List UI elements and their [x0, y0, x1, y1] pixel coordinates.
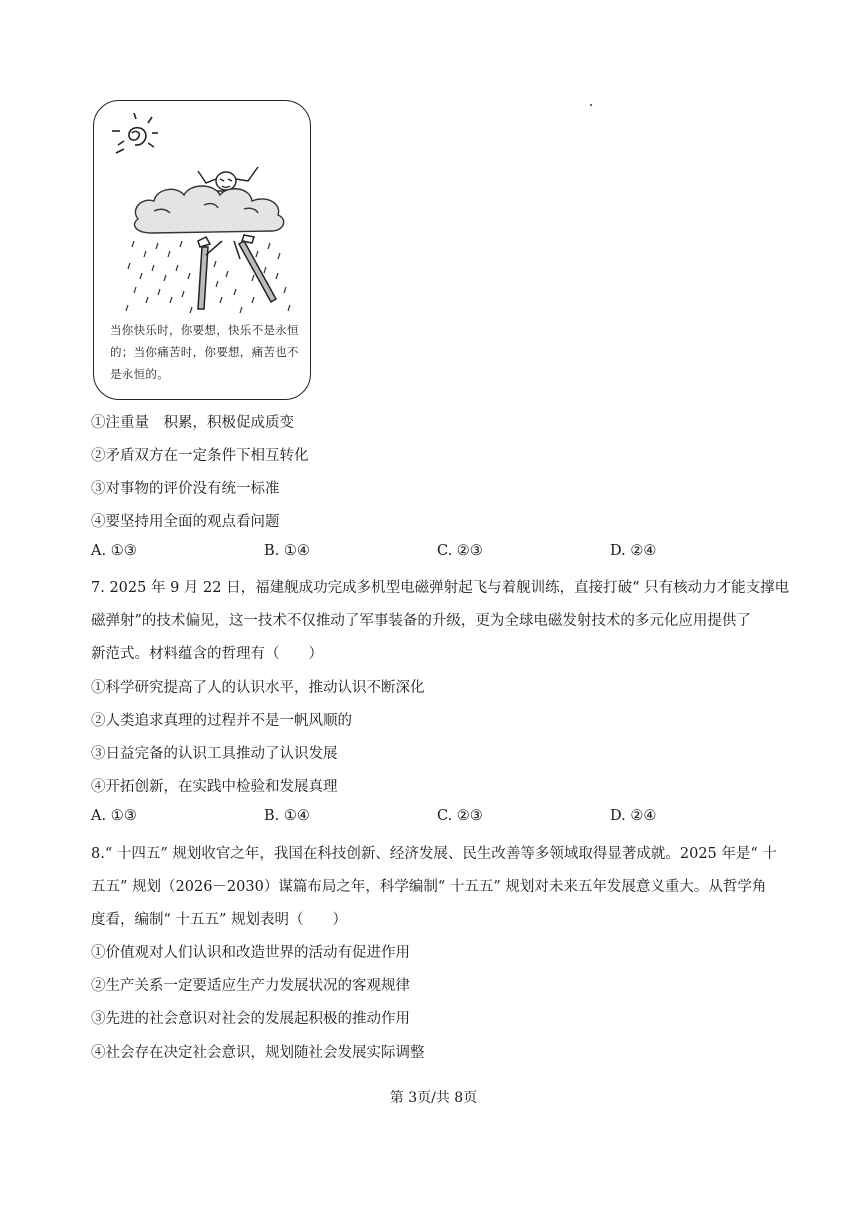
- q7-stem-line-1: 7. 2025 年 9 月 22 日，福建舰成功完成多机型电磁弹射起飞与着舰训练，直接打破“ 只有核动力才能支撑电: [91, 580, 790, 596]
- q6-option-b: B. ①④: [264, 543, 310, 559]
- q7-option-c: C. ②③: [437, 808, 483, 824]
- q7-statement-1: ①科学研究提高了人的认识水平，推动认识不断深化: [91, 680, 425, 696]
- q8-statement-2: ②生产关系一定要适应生产力发展状况的客观规律: [91, 978, 410, 994]
- sun-icon: [112, 113, 158, 153]
- q7-stem-line-2: 磁弹射”的技术偏见，这一技术不仅推动了军事装备的升级，更为全球电磁发射技术的多元化应用提供了: [91, 613, 751, 629]
- q6-statement-3: ③对事物的评价没有统一标准: [91, 481, 280, 497]
- q6-statement-2: ②矛盾双方在一定条件下相互转化: [91, 448, 309, 464]
- q6-option-d: D. ②④: [610, 543, 657, 559]
- cartoon-illustration: [93, 100, 311, 400]
- q7-statement-3: ③日益完备的认识工具推动了认识发展: [91, 746, 338, 762]
- q8-stem-line-3: 度看，编制“ 十五五” 规划表明（ ）: [91, 912, 348, 928]
- q6-statement-4: ④要坚持用全面的观点看问题: [91, 514, 280, 530]
- q6-option-a: A. ①③: [91, 543, 137, 559]
- q7-statement-4: ④开拓创新，在实践中检验和发展真理: [91, 779, 338, 795]
- q8-stem-line-1: 8.“ 十四五” 规划收官之年，我国在科技创新、经济发展、民生改善等多领域取得显著成就。2025 年是“ 十: [91, 846, 777, 862]
- cloud-shape: [134, 186, 283, 233]
- page-number-footer: 第 3页/共 8页: [389, 1090, 478, 1106]
- q7-option-b: B. ①④: [264, 808, 310, 824]
- q8-stem-line-2: 五五” 规划（2026－2030）谋篇布局之年，科学编制“ 十五五” 规划对未来五年发展意义重大。从哲学角: [91, 879, 767, 895]
- q6-option-c: C. ②③: [437, 543, 483, 559]
- q8-statement-3: ③先进的社会意识对社会的发展起积极的推动作用: [91, 1011, 410, 1027]
- q6-statement-1: ①注重量 积累，积极促成质变: [91, 415, 294, 431]
- q7-option-a: A. ①③: [91, 808, 137, 824]
- cartoon-caption: 当你快乐时，你要想，快乐不是永恒的；当你痛苦时，你要想，痛苦也不是永恒的。: [110, 323, 299, 381]
- q7-statement-2: ②人类追求真理的过程并不是一帆风顺的: [91, 713, 352, 729]
- q8-statement-1: ①价值观对人们认识和改造世界的活动有促进作用: [91, 945, 410, 961]
- q7-stem-line-3: 新范式。材料蕴含的哲理有（ ）: [91, 646, 323, 662]
- q8-statement-4: ④社会存在决定社会意识，规划随社会发展实际调整: [91, 1045, 425, 1061]
- q7-option-d: D. ②④: [610, 808, 657, 824]
- stray-dot: [590, 104, 592, 106]
